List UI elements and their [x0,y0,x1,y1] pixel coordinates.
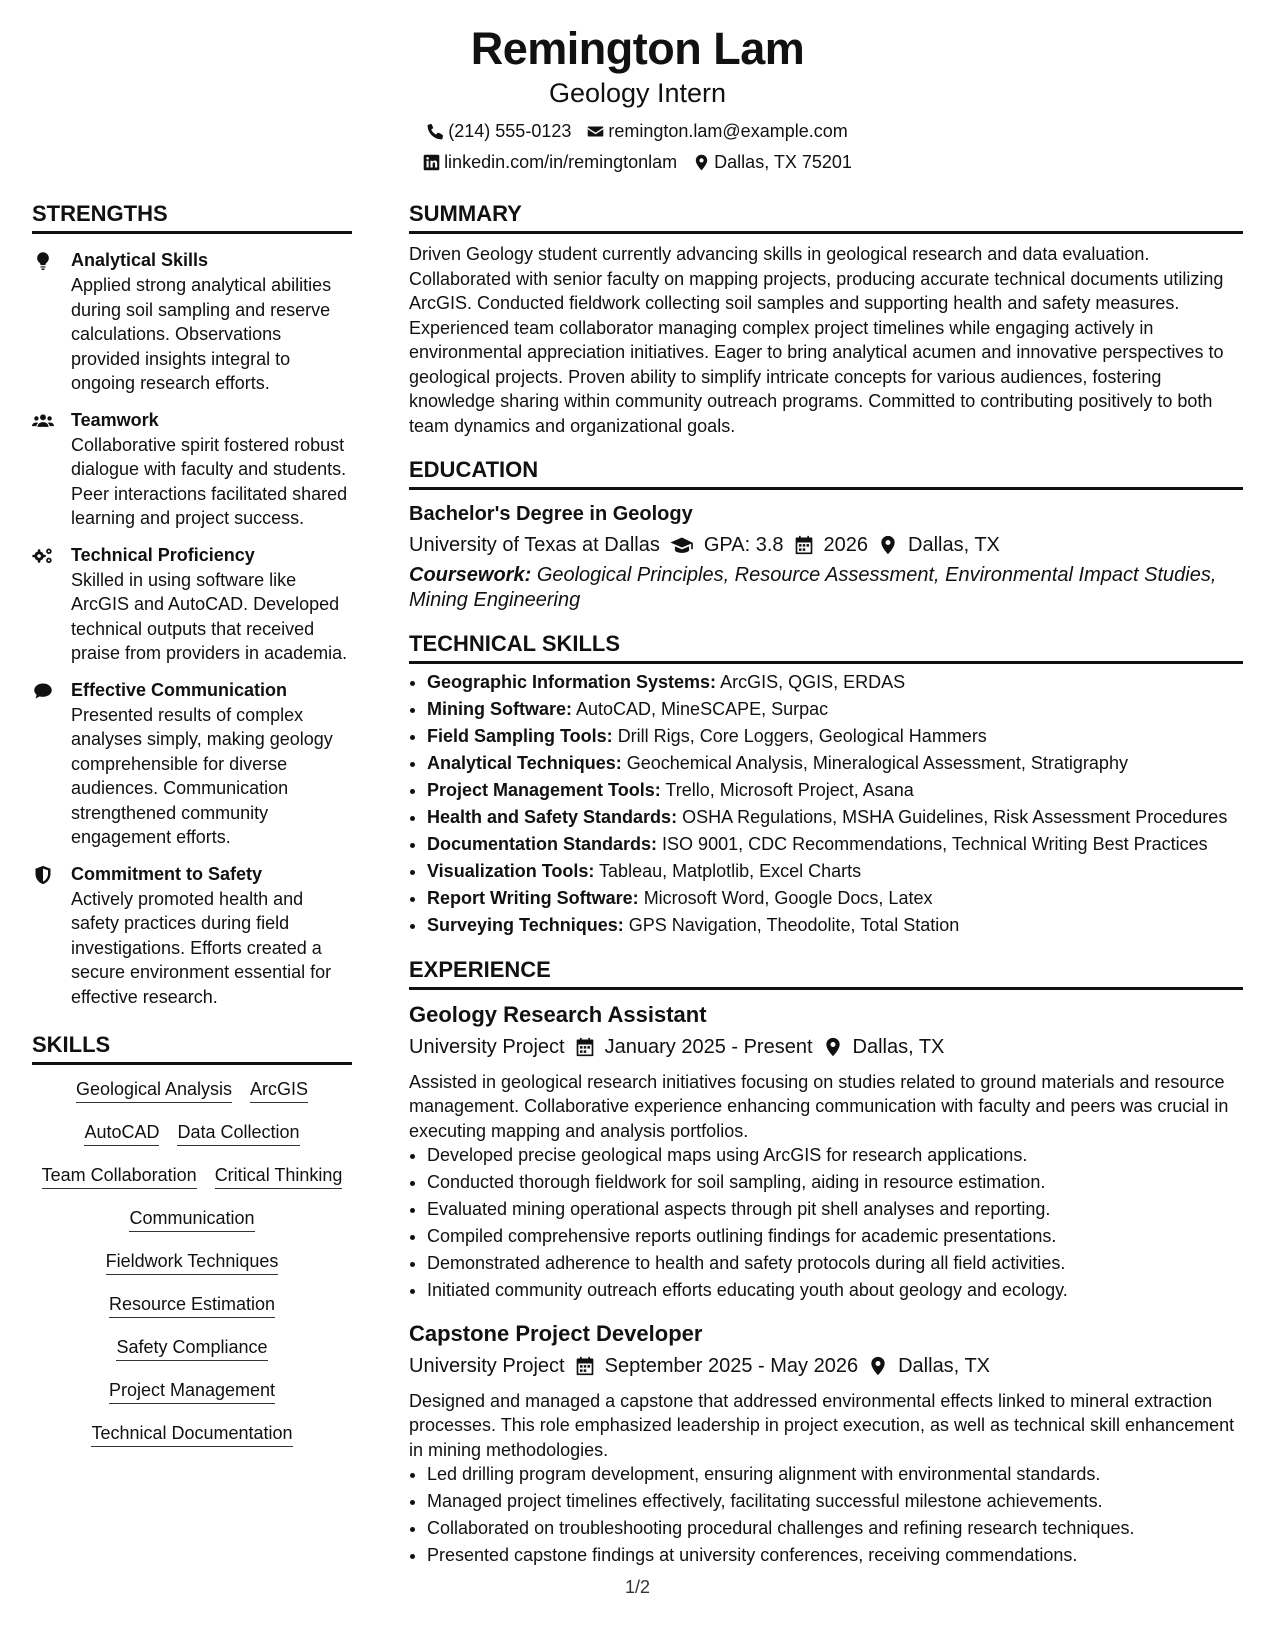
calendar-icon [575,1356,595,1376]
job-bullets [409,1462,1243,1568]
school-name: University of Texas at Dallas [409,534,660,556]
strength-item [32,408,352,531]
strength-text: Actively promoted health and safety practices during field investigations. Efforts created a secure environment essential for effective research. [71,888,332,1007]
skill-values: GPS Navigation, Theodolite, Total Station [628,915,960,935]
linkedin-link[interactable]: linkedin.com/in/remingtonlam [444,152,678,172]
skill-tag: Safety Compliance [116,1335,267,1361]
summary-text: Driven Geology student currently advancing skills in geological research and data evaluation. Collaborated with senior faculty on mapping projects, producing accurate technical documents utilizing ArcGIS. Conducted fieldwork collecting soil samples and supporting health and safety measures. Experienced team collaborator managing complex project timelines while engaging actively in environmental appreciation initiatives. Eager to bring analytical acumen and innovative perspectives to geological projects. Proven ability to simplify intricate concepts for various audiences, fostering knowledge sharing within community outreach programs. Committed to contributing positively to both team dynamics and organizational goals. [409,244,1224,436]
job-org: University Project [409,1354,565,1377]
job-org: University Project [409,1035,565,1058]
skill-category: Documentation Standards: [427,834,658,854]
contact-row-1 [0,116,1275,147]
coursework [409,563,1243,612]
skill-category: Health and Safety Standards: [427,807,678,827]
candidate-title: Geology Intern [548,78,727,108]
list-item [427,724,1243,749]
graduation-cap-icon [670,535,694,555]
map-pin-icon [878,535,898,555]
job-description: Assisted in geological research initiatives focusing on studies related to ground materials and resource management. Collaborative experience enhancing communication with faculty and peers was crucial in executing mapping and analysis portfolios. [409,1071,1229,1141]
skill-tag: Technical Documentation [91,1421,292,1447]
gpa-text: GPA: 3.8 [703,534,784,556]
strength-title: Technical Proficiency [71,544,255,565]
job-meta [409,1351,1243,1381]
skill-category: Project Management Tools: [427,780,661,800]
strength-item [32,248,352,396]
comment-icon [32,678,71,850]
phone-contact [427,116,571,147]
list-item [427,859,1243,884]
strength-text: Skilled in using software like ArcGIS and AutoCAD. Developed technical outputs that received praise from providers in academia. [71,569,348,663]
skill-values: AutoCAD, MineSCAPE, Surpac [576,699,829,719]
strength-text: Collaborative spirit fostered robust dialogue with faculty and students. Peer interactions facilitated shared learning and project success. [71,434,348,528]
strength-item [32,678,352,850]
job-dates: September 2025 - May 2026 [604,1354,859,1377]
skill-values: ArcGIS, QGIS, ERDAS [720,672,906,692]
list-item [427,697,1243,722]
skills-tag-list [32,1077,352,1447]
job-dates: January 2025 - Present [604,1035,813,1058]
skill-values: Microsoft Word, Google Docs, Latex [643,888,933,908]
list-item [427,670,1243,695]
list-item: • Evaluated mining operational aspects through pit shell analyses and reporting. [427,1197,1243,1222]
location-contact [693,147,852,178]
list-item [427,886,1243,911]
list-item: • Compiled comprehensive reports outlining findings for academic presentations. [427,1224,1243,1249]
list-item: • Presented capstone findings at university conferences, receiving commendations. [427,1543,1243,1568]
linkedin-icon [423,154,440,171]
job-entry [409,1319,1243,1568]
skill-category: Report Writing Software: [427,888,639,908]
summary-heading: SUMMARY [409,200,1243,234]
strength-title: Commitment to Safety [71,863,263,884]
right-column [409,200,1243,1570]
list-item: • Demonstrated adherence to health and safety protocols during all field activities. [427,1251,1243,1276]
lightbulb-icon [32,248,71,396]
strength-text: Presented results of complex analyses simply, making geology comprehensible for diverse audiences. Communication strengthened community engagement efforts. [71,704,333,847]
calendar-icon [794,535,814,555]
education-meta [409,530,1243,560]
degree-title: Bachelor's Degree in Geology [409,503,693,525]
strength-item [32,543,352,666]
list-item [427,751,1243,776]
list-item: • Developed precise geological maps using ArcGIS for research applications. [427,1143,1243,1168]
skill-category: Field Sampling Tools: [427,726,613,746]
list-item: • Initiated community outreach efforts educating youth about geology and ecology. [427,1278,1243,1303]
list-item [427,778,1243,803]
map-pin-icon [693,154,710,171]
linkedin-contact [423,147,677,178]
job-entry [409,1000,1243,1303]
skill-category: Geographic Information Systems: [427,672,717,692]
calendar-icon [575,1037,595,1057]
school-location: Dallas, TX [908,534,1000,556]
skill-values: Tableau, Matplotlib, Excel Charts [599,861,862,881]
strength-item [32,862,352,1010]
job-title: Capstone Project Developer [409,1320,703,1346]
strength-title: Teamwork [71,409,159,430]
strength-text: Applied strong analytical abilities during soil sampling and reserve calculations. Observations provided insights integral to ongoing research efforts. [71,275,332,393]
skill-tag: Resource Estimation [109,1292,275,1318]
map-pin-icon [823,1037,843,1057]
gears-icon [32,543,71,666]
candidate-name: Remington Lam [470,23,805,74]
users-icon [32,408,71,531]
graduation-year: 2026 [823,534,869,556]
list-item: • Managed project timelines effectively, facilitating successful milestone achievements. [427,1489,1243,1514]
contact-row-2 [0,147,1275,178]
skill-values: Trello, Microsoft Project, Asana [665,780,914,800]
job-location: Dallas, TX [898,1354,990,1377]
strengths-heading: STRENGTHS [32,200,352,234]
phone-icon [427,123,444,140]
skill-tag: Fieldwork Techniques [106,1249,279,1275]
skill-values: ISO 9001, CDC Recommendations, Technical Writing Best Practices [662,834,1208,854]
technical-skills-list [409,670,1243,938]
map-pin-icon [868,1356,888,1376]
job-location: Dallas, TX [852,1035,945,1058]
skill-values: Geochemical Analysis, Mineralogical Assessment, Stratigraphy [626,753,1128,773]
list-item: • Conducted thorough fieldwork for soil sampling, aiding in resource estimation. [427,1170,1243,1195]
skill-tag: Team Collaboration [42,1163,197,1189]
shield-icon [32,862,71,1010]
skill-tag: Data Collection [177,1120,299,1146]
skill-category: Mining Software: [427,699,572,719]
strength-title: Effective Communication [71,679,288,700]
job-bullets [409,1143,1243,1303]
strength-title: Analytical Skills [71,250,209,270]
skill-category: Analytical Techniques: [427,753,622,773]
list-item: • Led drilling program development, ensuring alignment with environmental standards. [427,1462,1243,1487]
left-column [32,200,352,1447]
experience-heading: EXPERIENCE [409,956,1243,990]
skill-tag: Geological Analysis [76,1077,232,1103]
list-item [427,913,1243,938]
education-heading: EDUCATION [409,456,1243,490]
coursework-label: Coursework: [409,564,532,586]
skill-tag: AutoCAD [84,1120,159,1146]
skill-tag: Critical Thinking [215,1163,343,1189]
list-item [427,832,1243,857]
job-title: Geology Research Assistant [409,1001,707,1027]
email-link[interactable]: remington.lam@example.com [608,121,848,141]
list-item: • Collaborated on troubleshooting procedural challenges and refining research techniques. [427,1516,1243,1541]
skill-values: Drill Rigs, Core Loggers, Geological Hammers [617,726,987,746]
phone-text[interactable]: (214) 555-0123 [448,121,572,141]
skills-heading: SKILLS [32,1031,352,1065]
skill-tag: Project Management [109,1378,275,1404]
list-item [427,805,1243,830]
envelope-icon [587,123,604,140]
skill-tag: Communication [129,1206,254,1232]
coursework-list: Geological Principles, Resource Assessment, Environmental Impact Studies, Mining Engineering [409,564,1217,611]
resume-header [0,22,1275,178]
job-meta [409,1032,1243,1062]
email-contact [587,116,847,147]
skill-category: Visualization Tools: [427,861,595,881]
page-number: 1/2 [624,1577,651,1597]
location-text: Dallas, TX 75201 [714,152,852,172]
job-description: Designed and managed a capstone that addressed environmental effects linked to mineral extraction processes. This role emphasized leadership in project execution, as well as technical skill enhancement in mining methodologies. [409,1390,1235,1460]
skill-tag: ArcGIS [250,1077,308,1103]
skill-category: Surveying Techniques: [427,915,624,935]
skill-values: OSHA Regulations, MSHA Guidelines, Risk Assessment Procedures [682,807,1228,827]
technical-skills-heading: TECHNICAL SKILLS [409,630,1243,664]
